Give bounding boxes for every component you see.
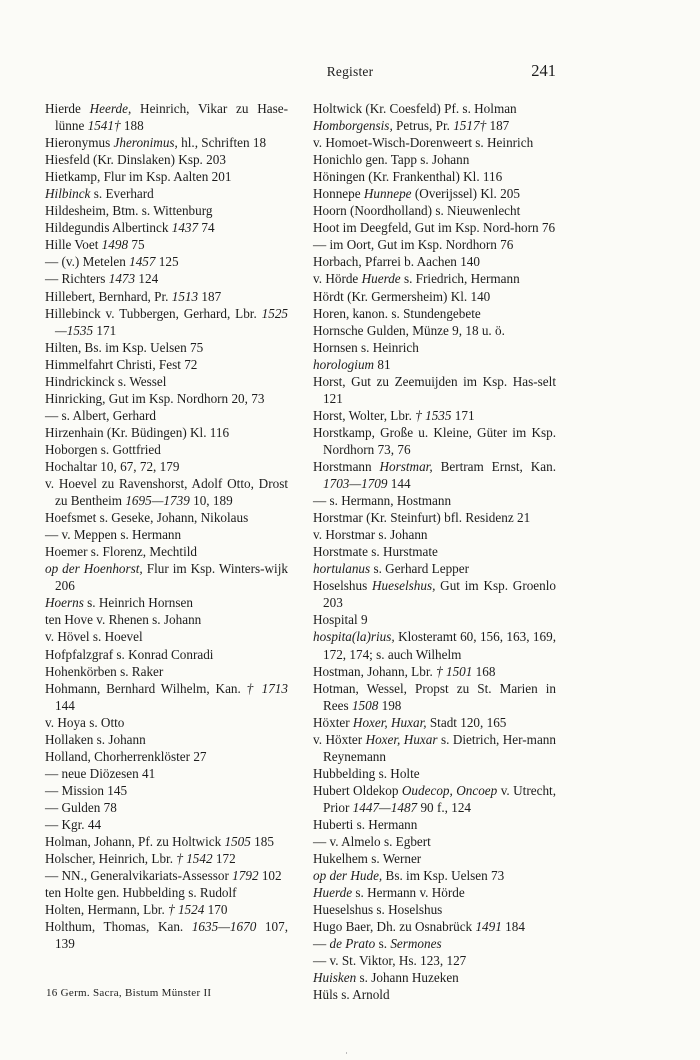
entry-text-segment: Horbach, Pfarrei b. Aachen 140 <box>313 254 480 270</box>
entry-italic-segment: 1498 <box>101 237 129 253</box>
register-entry <box>45 714 288 731</box>
entry-text-segment: — NN., Generalvikariats-Assessor <box>45 868 233 884</box>
running-header-title: Register <box>326 64 374 79</box>
entry-text-segment: 81 <box>374 356 391 372</box>
entry-italic-segment: Jheronimus <box>113 135 175 151</box>
entry-italic-segment: 1505 <box>224 834 251 850</box>
entry-italic-segment: 1703—1709 <box>323 476 388 492</box>
entry-text-segment: Hohmann, Bernhard Wilhelm, Kan. <box>45 680 247 696</box>
entry-text-segment: — v. Almelo s. Egbert <box>313 834 431 850</box>
entry-text-segment: Huberti s. Hermann <box>313 816 418 832</box>
entry-italic-segment: 1635—1670 <box>191 919 257 935</box>
scan-speck <box>346 1052 347 1054</box>
register-entry <box>313 134 556 151</box>
entry-italic-segment: 1457 <box>129 254 156 270</box>
register-entry <box>45 373 288 390</box>
entry-text-segment: 90 f., 124 <box>417 799 472 815</box>
footer-signature: 16 Germ. Sacra, Bistum Münster II <box>46 987 212 999</box>
entry-text-segment: s. Hermann v. Hörde <box>352 885 465 901</box>
entry-text-segment: 188 <box>120 118 144 134</box>
register-entry <box>313 986 556 1003</box>
entry-text-segment: — Mission 145 <box>45 782 128 798</box>
entry-italic-segment: Sermones <box>390 936 442 952</box>
register-entry <box>313 611 556 628</box>
register-entry <box>313 117 556 134</box>
entry-text-segment: s. Johann Huzeken <box>356 970 459 986</box>
register-entry <box>45 134 288 151</box>
register-entry <box>45 270 288 287</box>
entry-text-segment: 74 <box>198 220 215 236</box>
entry-text-segment: — im Oort, Gut im Ksp. Nordhorn 76 <box>313 237 514 253</box>
entry-text-segment: Hukelhem s. Werner <box>313 851 422 867</box>
entry-text-segment: — neue Diözesen 41 <box>45 765 156 781</box>
register-entry <box>45 543 288 560</box>
entry-text-segment: , Heinrich, Vikar zu Hase-lünne <box>55 101 288 134</box>
entry-text-segment: Höningen (Kr. Frankenthal) Kl. 116 <box>313 169 503 185</box>
register-entry <box>45 407 288 424</box>
entry-text-segment: v. Hörde <box>313 271 362 287</box>
entry-text-segment: Hietkamp, Flur im Ksp. Aalten 201 <box>45 169 232 185</box>
register-entry <box>45 765 288 782</box>
entry-text-segment: Honnepe <box>313 186 364 202</box>
entry-text-segment: Himmelfahrt Christi, Fest 72 <box>45 356 198 372</box>
register-entry <box>45 799 288 816</box>
register-entry <box>313 253 556 270</box>
register-column-right <box>313 100 556 1003</box>
entry-text-segment: Horstmate s. Hurstmate <box>313 544 438 560</box>
register-entry <box>313 782 556 816</box>
entry-text-segment: Hubbelding s. Holte <box>313 765 420 781</box>
register-entry <box>45 628 288 645</box>
entry-text-segment: s. Dietrich, Her-mann Reynemann <box>323 731 556 764</box>
entry-text-segment: Holten, Hermann, Lbr. <box>45 902 169 918</box>
entry-italic-segment: Hueselshus, <box>372 578 436 594</box>
entry-text-segment: Hohenkörben s. Raker <box>45 663 164 679</box>
entry-italic-segment: 1437 <box>171 220 199 236</box>
entry-text-segment: Hildegundis Albertinck <box>45 220 172 236</box>
entry-italic-segment: 1447—1487 <box>352 799 418 815</box>
register-entry <box>313 509 556 526</box>
register-entry <box>45 339 288 356</box>
register-entry <box>45 560 288 594</box>
entry-text-segment: Hirzenhain (Kr. Büdingen) Kl. 116 <box>45 424 230 440</box>
entry-text-segment: v. Utrecht, Prior <box>323 782 557 815</box>
register-entry <box>313 322 556 339</box>
entry-text-segment: Hotman, Wessel, Propst zu St. Marien in Rees <box>313 680 556 713</box>
register-entry <box>45 236 288 253</box>
entry-text-segment: Holtwick (Kr. Coesfeld) Pf. s. Holman <box>313 101 517 116</box>
register-entry <box>45 901 288 918</box>
entry-text-segment: (Overijssel) Kl. 205 <box>411 186 520 202</box>
entry-text-segment: Horst, Gut zu Zeemuijden im Ksp. Has-selt 121 <box>313 373 556 406</box>
entry-text-segment: 170 <box>204 902 228 918</box>
register-entry <box>45 816 288 833</box>
entry-text-segment: v. Homoet-Wisch-Dorenweert s. Heinrich <box>313 135 534 151</box>
entry-text-segment: ten Holte gen. Hubbelding s. Rudolf <box>45 885 237 901</box>
entry-text-segment: Hierde <box>45 101 90 116</box>
register-entry <box>45 918 288 952</box>
entry-italic-segment: 1525—1535 <box>55 305 288 338</box>
register-entry <box>313 901 556 918</box>
entry-text-segment: Holscher, Heinrich, Lbr. <box>45 851 177 867</box>
entry-text-segment: Hostman, Johann, Lbr. <box>313 663 437 679</box>
register-entry <box>313 833 556 850</box>
entry-text-segment: v. Höxter <box>313 731 366 747</box>
register-entry <box>45 509 288 526</box>
entry-text-segment: Hochaltar 10, 67, 72, 179 <box>45 458 180 474</box>
entry-text-segment: 185 <box>250 834 274 850</box>
entry-italic-segment: 1517† <box>453 118 487 134</box>
register-entry <box>313 270 556 287</box>
entry-text-segment: 144 <box>387 476 411 492</box>
entry-text-segment: Gut im Ksp. Groenlo 203 <box>323 578 557 611</box>
entry-italic-segment: Hunnepe <box>363 186 412 202</box>
register-entry <box>45 168 288 185</box>
entry-text-segment: v. Hövel s. Hoevel <box>45 629 143 645</box>
register-entry <box>45 356 288 373</box>
register-entry <box>45 458 288 475</box>
register-entry <box>45 151 288 168</box>
entry-text-segment: 187 <box>486 118 510 134</box>
register-entry <box>313 884 556 901</box>
entry-text-segment: — Gulden 78 <box>45 799 117 815</box>
entry-text-segment: Hueselshus s. Hoselshus <box>313 902 443 918</box>
register-entry <box>313 714 556 731</box>
entry-text-segment: Horstkamp, Große u. Kleine, Güter im Ksp. Nordhorn 73, 76 <box>313 424 556 457</box>
entry-text-segment: v. Hoya s. Otto <box>45 714 125 730</box>
entry-text-segment: , hl., Schriften 18 <box>174 135 267 151</box>
entry-text-segment: Hüls s. Arnold <box>313 987 390 1003</box>
register-entry <box>313 969 556 986</box>
entry-text-segment: 125 <box>155 254 179 270</box>
register-entry <box>45 526 288 543</box>
entry-text-segment: Holthum, Thomas, Kan. <box>45 919 192 935</box>
register-entry <box>313 765 556 782</box>
entry-text-segment: Honichlo gen. Tapp s. Johann <box>313 152 470 168</box>
entry-italic-segment: 1513 <box>171 288 199 304</box>
entry-italic-segment: 1792 <box>232 868 259 884</box>
register-entry <box>313 628 556 662</box>
entry-italic-segment: horologium <box>313 356 375 372</box>
register-entry <box>45 646 288 663</box>
register-entry <box>313 935 556 952</box>
entry-italic-segment: 1491 <box>475 919 502 935</box>
entry-text-segment: s. Gerhard Lepper <box>370 561 470 577</box>
register-entry <box>313 407 556 424</box>
entry-text-segment: Hilten, Bs. im Ksp. Uelsen 75 <box>45 339 204 355</box>
entry-italic-segment: Oudecop, Oncoep <box>401 782 498 798</box>
entry-italic-segment: Homborgensis, <box>313 118 393 134</box>
entry-text-segment: Hollaken s. Johann <box>45 731 146 747</box>
register-entry <box>45 100 288 134</box>
entry-text-segment: v. Hoevel zu Ravenshorst, Adolf Otto, Drost zu Bentheim <box>45 476 288 509</box>
entry-italic-segment: † 1535 <box>415 407 452 423</box>
entry-text-segment: — <box>313 936 330 952</box>
entry-italic-segment: 1541† <box>87 118 121 134</box>
entry-italic-segment: Hoxer, Huxar, <box>352 714 427 730</box>
entry-text-segment: Hospital 9 <box>313 612 368 628</box>
register-entry <box>45 884 288 901</box>
entry-italic-segment: † 1713 <box>246 680 288 696</box>
entry-italic-segment: op der Hoenhorst, <box>45 561 143 577</box>
register-entry <box>45 185 288 202</box>
entry-text-segment: — v. St. Viktor, Hs. 123, 127 <box>313 953 467 969</box>
entry-text-segment: Hofpfalzgraf s. Konrad Conradi <box>45 646 214 662</box>
entry-text-segment: Hindrickinck s. Wessel <box>45 373 167 389</box>
entry-text-segment: Holland, Chorherrenklöster 27 <box>45 748 207 764</box>
entry-text-segment: 107, 139 <box>55 919 288 952</box>
entry-text-segment: 75 <box>128 237 145 253</box>
entry-italic-segment: Huerde <box>313 885 353 901</box>
entry-text-segment: Hubert Oldekop <box>313 782 402 798</box>
register-entry <box>313 526 556 543</box>
register-entry <box>45 390 288 407</box>
entry-text-segment: Hornsen s. Heinrich <box>313 339 419 355</box>
entry-text-segment: Hoorn (Noordholland) s. Nieuwenlecht <box>313 203 521 219</box>
entry-text-segment: 144 <box>55 697 75 713</box>
register-entry <box>313 731 556 765</box>
register-entry <box>45 867 288 884</box>
register-entry <box>313 952 556 969</box>
entry-text-segment: Petrus, Pr. <box>392 118 454 134</box>
register-entry <box>313 560 556 577</box>
register-column-left <box>45 100 288 952</box>
entry-text-segment: s. Friedrich, Hermann <box>400 271 520 287</box>
register-entry <box>45 475 288 509</box>
entry-text-segment: Hoborgen s. Gottfried <box>45 441 161 457</box>
register-entry <box>313 543 556 560</box>
entry-text-segment: Horst, Wolter, Lbr. <box>313 407 416 423</box>
entry-italic-segment: op der Hude, <box>313 868 383 884</box>
entry-text-segment: 187 <box>198 288 222 304</box>
entry-text-segment: Hoemer s. Florenz, Mechtild <box>45 544 197 560</box>
page-number: 241 <box>531 61 556 80</box>
entry-text-segment: 171 <box>451 407 475 423</box>
entry-text-segment: — Kgr. 44 <box>45 816 102 832</box>
entry-italic-segment: Hilbinck <box>45 186 91 202</box>
entry-text-segment: Horen, kanon. s. Stundengebete <box>313 305 481 321</box>
register-entry <box>313 373 556 407</box>
entry-text-segment: 172 <box>212 851 236 867</box>
entry-text-segment: Horstmar (Kr. Steinfurt) bfl. Residenz 21 <box>313 510 531 526</box>
register-entry <box>313 168 556 185</box>
register-entry <box>45 680 288 714</box>
register-entry <box>45 663 288 680</box>
entry-text-segment: 10, 189 <box>189 493 233 509</box>
register-entry <box>45 288 288 305</box>
entry-text-segment: Flur im Ksp. Winters-wijk 206 <box>55 561 288 594</box>
register-entry <box>313 850 556 867</box>
entry-italic-segment: Hoxer, Huxar <box>365 731 438 747</box>
entry-italic-segment: hospita(la)rius, <box>313 629 395 645</box>
entry-text-segment: Hinricking, Gut im Ksp. Nordhorn 20, 73 <box>45 390 265 406</box>
entry-text-segment: Bertram Ernst, Kan. <box>432 458 556 474</box>
register-entry <box>313 577 556 611</box>
entry-italic-segment: hortulanus <box>313 561 371 577</box>
entry-text-segment: Hillebinck v. Tubbergen, Gerhard, Lbr. <box>45 305 262 321</box>
register-entry <box>313 816 556 833</box>
entry-text-segment: s. Heinrich Hornsen <box>83 595 193 611</box>
entry-text-segment: Hillebert, Bernhard, Pr. <box>45 288 172 304</box>
register-entry <box>45 219 288 236</box>
entry-italic-segment: 1473 <box>108 271 136 287</box>
register-entry <box>45 202 288 219</box>
register-entry <box>313 424 556 458</box>
register-entry <box>313 867 556 884</box>
entry-text-segment: — s. Albert, Gerhard <box>45 407 156 423</box>
register-entry <box>313 236 556 253</box>
entry-text-segment: Holman, Johann, Pf. zu Holtwick <box>45 834 225 850</box>
register-entry <box>313 219 556 236</box>
register-entry <box>313 339 556 356</box>
entry-text-segment: ten Hove v. Rhenen s. Johann <box>45 612 202 628</box>
entry-text-segment: Hieronymus <box>45 135 114 151</box>
entry-italic-segment: † 1524 <box>168 902 205 918</box>
entry-italic-segment: de Prato <box>329 936 376 952</box>
entry-italic-segment: Hoerns <box>45 595 84 611</box>
entry-text-segment: Horstmann <box>313 458 380 474</box>
entry-text-segment: s. <box>375 936 391 952</box>
entry-text-segment: Höxter <box>313 714 353 730</box>
register-entry <box>313 100 556 117</box>
register-entry <box>313 356 556 373</box>
entry-italic-segment: Huerde <box>361 271 401 287</box>
register-entry <box>45 424 288 441</box>
register-entry <box>313 492 556 509</box>
entry-text-segment: Stadt 120, 165 <box>426 714 507 730</box>
register-entry <box>313 663 556 680</box>
register-entry <box>45 731 288 748</box>
entry-text-segment: v. Horstmar s. Johann <box>313 527 428 543</box>
register-entry <box>313 458 556 492</box>
entry-text-segment: 102 <box>258 868 282 884</box>
register-entry <box>313 151 556 168</box>
entry-text-segment: Hugo Baer, Dh. zu Osnabrück <box>313 919 476 935</box>
entry-italic-segment: 1695—1739 <box>125 493 190 509</box>
entry-text-segment: 198 <box>378 697 402 713</box>
entry-text-segment: Hoselshus <box>313 578 373 594</box>
entry-text-segment: 168 <box>472 663 496 679</box>
entry-text-segment: 184 <box>501 919 525 935</box>
register-entry <box>313 680 556 714</box>
entry-text-segment: 124 <box>135 271 159 287</box>
register-entry <box>313 202 556 219</box>
entry-text-segment: 171 <box>93 322 117 338</box>
entry-italic-segment: Huisken <box>313 970 357 986</box>
register-entry <box>45 833 288 850</box>
register-entry <box>45 594 288 611</box>
entry-italic-segment: Horstmar, <box>379 458 433 474</box>
register-entry <box>45 441 288 458</box>
entry-text-segment: — Richters <box>45 271 109 287</box>
entry-text-segment: Hoot im Deegfeld, Gut im Ksp. Nord-horn 76 <box>313 220 556 236</box>
entry-text-segment: — s. Hermann, Hostmann <box>313 493 452 509</box>
entry-text-segment: Klosteramt 60, 156, 163, 169, 172, 174; s. auch Wilhelm <box>323 629 556 662</box>
register-entry <box>45 748 288 765</box>
entry-text-segment: — v. Meppen s. Hermann <box>45 527 182 543</box>
entry-text-segment: Bs. im Ksp. Uelsen 73 <box>382 868 505 884</box>
entry-text-segment: — (v.) Metelen <box>45 254 130 270</box>
entry-italic-segment: † 1501 <box>436 663 473 679</box>
entry-italic-segment: 1508 <box>351 697 379 713</box>
entry-text-segment: s. Everhard <box>90 186 154 202</box>
register-entry <box>313 288 556 305</box>
register-entry <box>45 850 288 867</box>
entry-italic-segment: † 1542 <box>176 851 213 867</box>
register-entry <box>45 305 288 339</box>
entry-text-segment: Hördt (Kr. Germersheim) Kl. 140 <box>313 288 491 304</box>
register-entry <box>313 305 556 322</box>
entry-text-segment: Hiesfeld (Kr. Dinslaken) Ksp. 203 <box>45 152 226 168</box>
register-entry <box>45 782 288 799</box>
register-entry <box>313 918 556 935</box>
entry-text-segment: Hoefsmet s. Geseke, Johann, Nikolaus <box>45 510 249 526</box>
register-entry <box>313 185 556 202</box>
register-entry <box>45 253 288 270</box>
entry-text-segment: Hille Voet <box>45 237 102 253</box>
register-entry <box>45 611 288 628</box>
entry-italic-segment: Heerde <box>89 101 128 116</box>
entry-text-segment: Hornsche Gulden, Münze 9, 18 u. ö. <box>313 322 505 338</box>
entry-text-segment: Hildesheim, Btm. s. Wittenburg <box>45 203 213 219</box>
